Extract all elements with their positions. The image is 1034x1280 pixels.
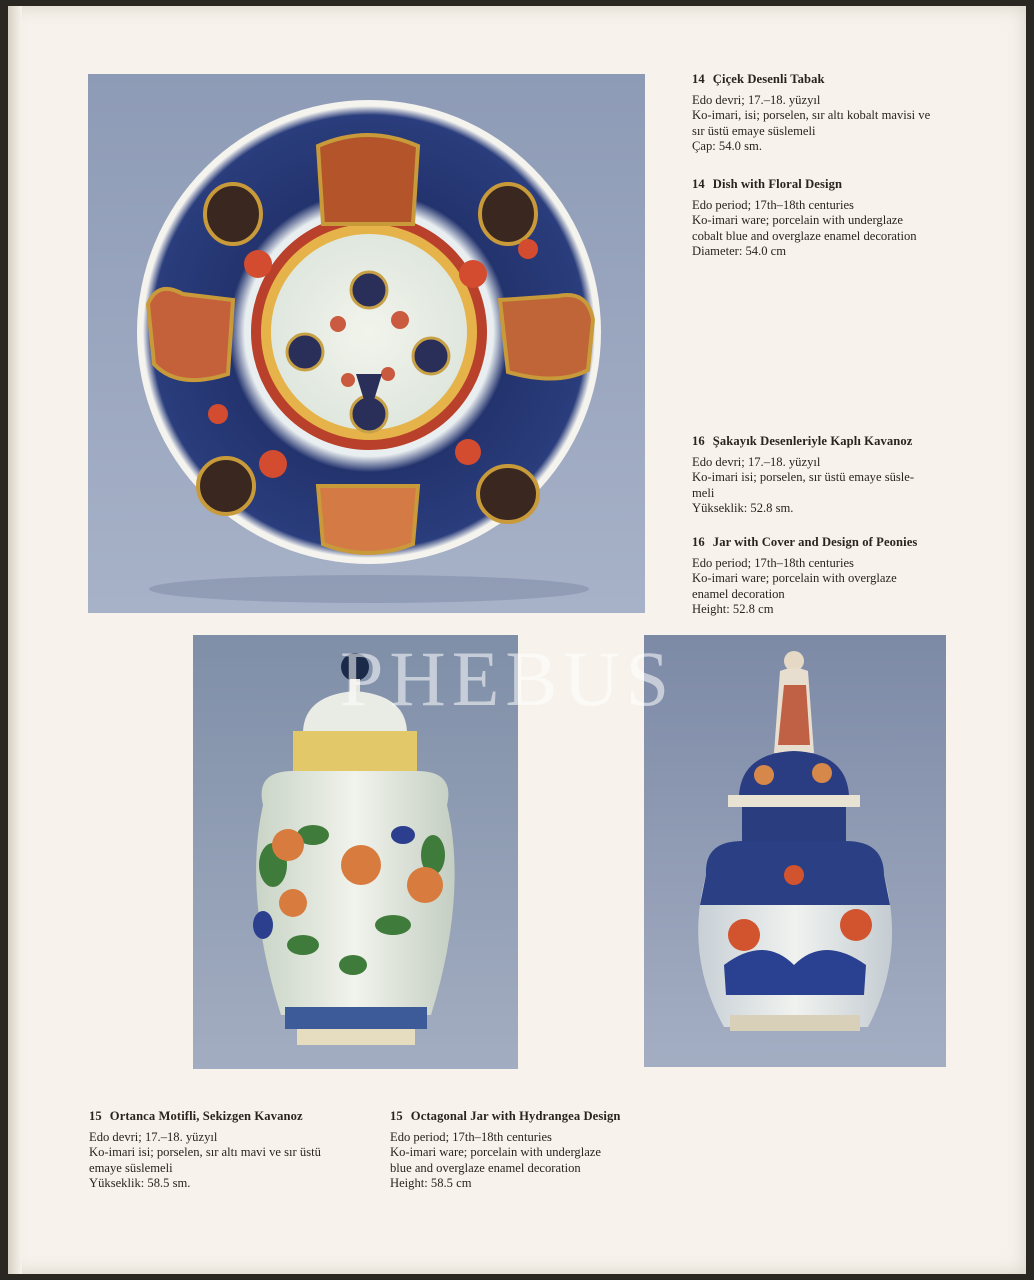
caption-line: Ko-imari isi; porselen, sır altı mavi ve sır üstü: [89, 1145, 321, 1160]
covered-jar-photo: [644, 635, 946, 1067]
caption-line: emaye süslemeli: [89, 1160, 173, 1175]
caption-15-english: [390, 1109, 652, 1191]
caption-line: cobalt blue and overglaze enamel decoration: [692, 228, 917, 243]
caption-line: Edo period; 17th–18th centuries: [390, 1130, 552, 1145]
caption-line: Ko-imari, isi; porselen, sır altı kobalt mavisi ve: [692, 108, 931, 123]
caption-16-turkish: [692, 434, 948, 516]
caption-line: blue and overglaze enamel decoration: [390, 1160, 581, 1175]
caption-line: Ko-imari ware; porcelain with underglaze: [390, 1145, 601, 1160]
caption-line: Edo devri; 17.–18. yüzyıl: [692, 455, 821, 470]
watermark: PHEBUS: [340, 635, 676, 722]
caption-line: meli: [692, 485, 715, 500]
caption-title: 14 Çiçek Desenli Tabak: [692, 72, 825, 86]
page-gutter-shadow: [8, 6, 22, 1274]
book-page: [8, 6, 1026, 1274]
caption-14-english: [692, 177, 948, 259]
dish-photo: [88, 74, 645, 613]
caption-15-turkish: [89, 1109, 351, 1191]
caption-line: Ko-imari isi; porselen, sır üstü emaye süsle-: [692, 470, 915, 485]
caption-line: Edo devri; 17.–18. yüzyıl: [692, 93, 821, 108]
caption-line: Yükseklik: 58.5 sm.: [89, 1175, 191, 1190]
caption-line: Height: 52.8 cm: [692, 601, 774, 616]
caption-title: 16 Jar with Cover and Design of Peonies: [692, 535, 918, 549]
caption-title: 15 Octagonal Jar with Hydrangea Design: [390, 1109, 621, 1123]
caption-line: Ko-imari ware; porcelain with underglaze: [692, 213, 903, 228]
caption-line: Yükseklik: 52.8 sm.: [692, 500, 794, 515]
caption-title: 16 Şakayık Desenleriyle Kaplı Kavanoz: [692, 434, 913, 448]
caption-line: Height: 58.5 cm: [390, 1175, 472, 1190]
caption-line: Edo period; 17th–18th centuries: [692, 556, 854, 571]
caption-line: Diameter: 54.0 cm: [692, 243, 787, 258]
caption-line: Ko-imari ware; porcelain with overglaze: [692, 571, 897, 586]
caption-title: 14 Dish with Floral Design: [692, 177, 843, 191]
caption-line: Edo period; 17th–18th centuries: [692, 198, 854, 213]
caption-14-turkish: [692, 72, 948, 154]
caption-line: Edo devri; 17.–18. yüzyıl: [89, 1130, 218, 1145]
caption-16-english: [692, 535, 948, 617]
caption-title: 15 Ortanca Motifli, Sekizgen Kavanoz: [89, 1109, 303, 1123]
caption-line: Çap: 54.0 sm.: [692, 138, 762, 153]
caption-line: enamel decoration: [692, 586, 785, 601]
caption-line: sır üstü emaye süslemeli: [692, 123, 816, 138]
